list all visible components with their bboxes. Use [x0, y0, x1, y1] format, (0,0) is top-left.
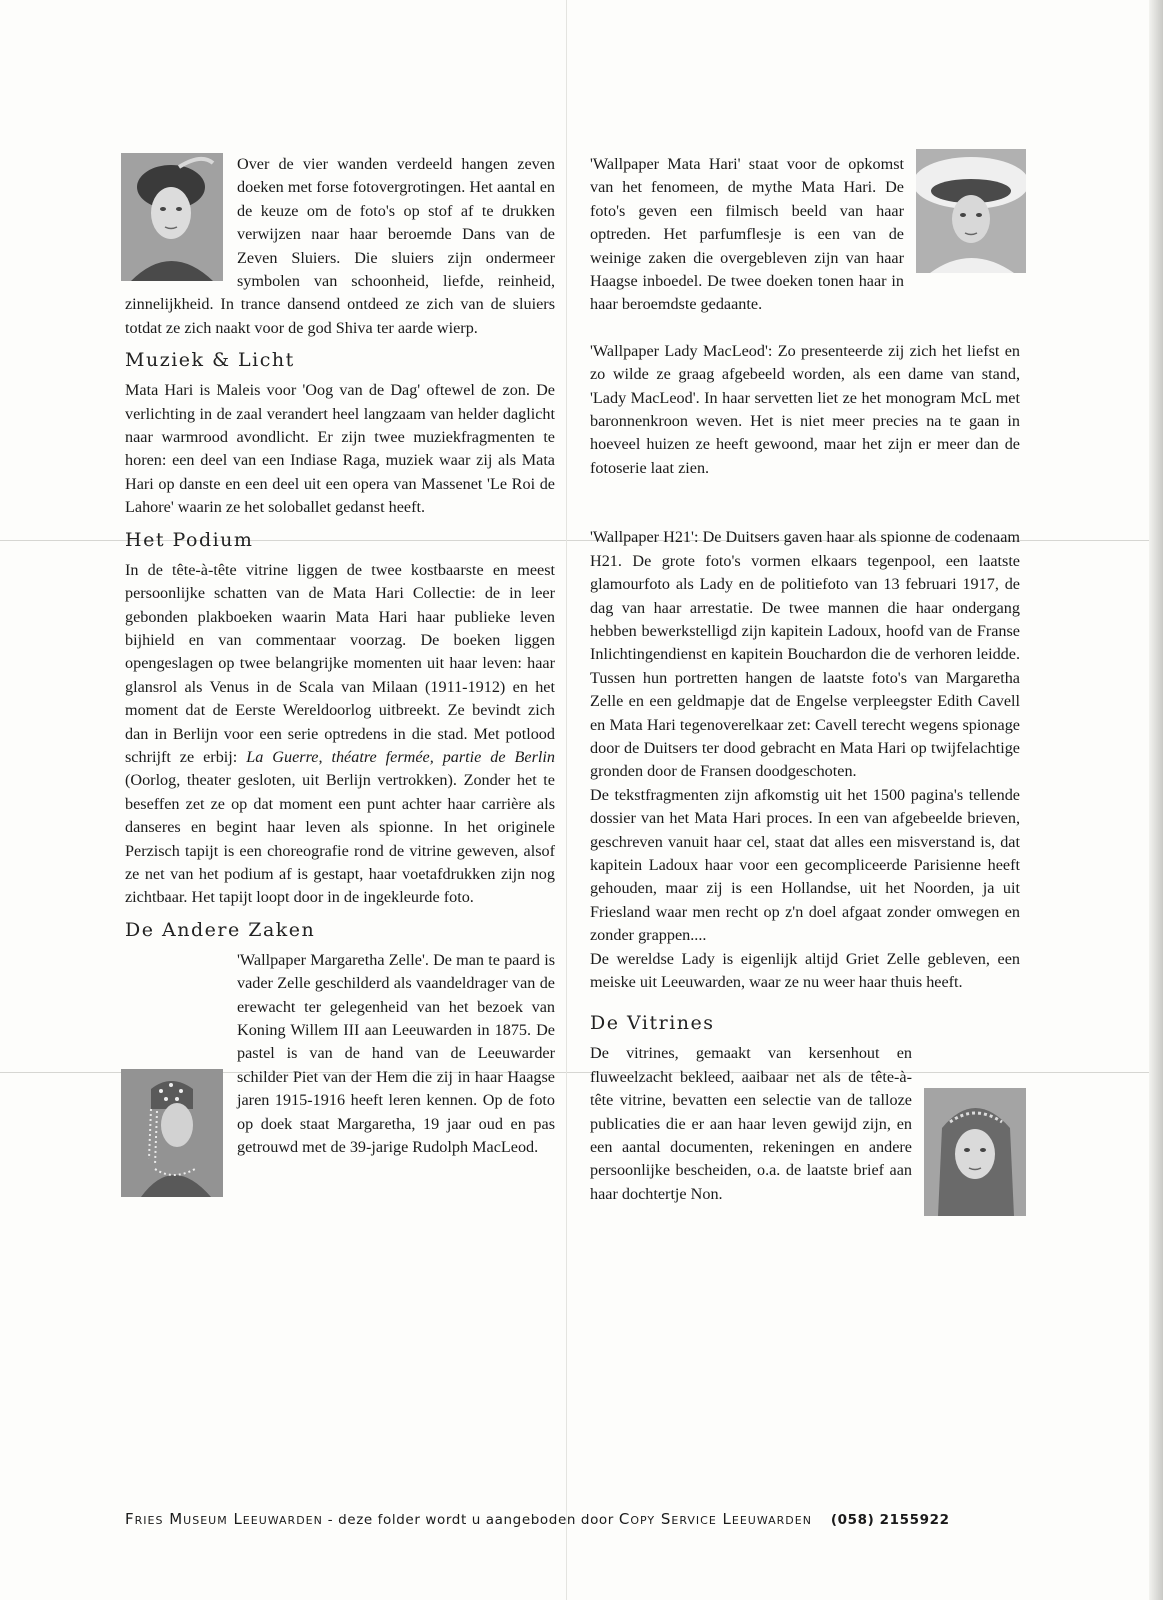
- vitrines-text: De vitrines, gemaakt van kersenhout en fluweelzacht bekleed, aaibaar net als de tête-à-tête vitrine, bevatten een selectie van de talloze publicaties die er aan haar leven gewijd zijn, en een aantal documenten, rekeningen en andere persoonlijke bescheiden, o.a. de laatste brief aan haar dochtertje Non.: [590, 1044, 912, 1203]
- footer-middle: - deze folder wordt u aangeboden door: [327, 1512, 614, 1528]
- intro-paragraph: Over de vier wanden verdeeld hangen zeven doeken met forse fotovergrotingen. Het aantal en de keuze om de foto's op stof af te drukken verwijzen naar haar beroemde Dans van de Zeven Sluiers. Die sluiers zijn ondermeer symbolen van schoonheid, liefde, reinheid, zinnelijkheid. In trance dansend ontdeed ze zich van de sluiers totdat ze zich naakt voor de god Shiva ter aarde wierp.: [125, 155, 555, 337]
- podium-paragraph: [125, 559, 555, 910]
- vitrines-paragraph: [590, 1042, 1020, 1206]
- fold-line: [566, 0, 567, 1600]
- paper-edge: [1149, 0, 1163, 1600]
- right-column: [590, 153, 1020, 1220]
- andere-zaken-text: 'Wallpaper Margaretha Zelle'. De man te paard is vader Zelle geschilderd als vaandeldrager van de erewacht ter gelegenheid van het bezoek van Koning Willem III aan Leeuwarden in 1875. De pastel is van de hand van de Leeuwarder schilder Piet van der Hem die zij in haar Haagse jaren 1915-1916 heeft leren kennen. Op de foto op doek staat Margaretha, 19 jaar oud en pas getrouwd met de 39-jarige Rudolph MacLeod.: [237, 950, 555, 1157]
- heading-de-vitrines: De Vitrines: [590, 1012, 715, 1035]
- podium-quote: La Guerre, théatre fermée, partie de Berlin: [246, 747, 555, 766]
- tekstfragmenten-paragraph: De tekstfragmenten zijn afkomstig uit het 1500 pagina's tellende dossier van het Mata Hari proces. In een van afgebeelde brieven, geschreven vanuit haar cel, staat dat alles een misverstand is, dat kapitein Ladoux haar voor een gecompliceerde Parisienne heeft gehouden, maar zij is een Hollandse, uit het Noorden, ja uit Friesland waar men recht op z'n doel afgaat zonder omwegen en zonder grappen....: [590, 785, 1020, 945]
- portrait-photo-jeweled-headdress: [121, 1069, 223, 1197]
- footer-phone: (058) 2155922: [830, 1512, 950, 1528]
- heading-muziek-licht: Muziek & Licht: [125, 349, 295, 372]
- portrait-photo-veiled-headscarf: [924, 1088, 1026, 1216]
- wereldse-lady-paragraph: De wereldse Lady is eigenlijk altijd Griet Zelle gebleven, een meiske uit Leeuwarden, waar ze nu weer haar thuis heeft.: [590, 949, 1020, 991]
- podium-text-1: In de tête-à-tête vitrine liggen de twee kostbaarste en meest persoonlijke schatten van de Mata Hari Collectie: de in leer gebonden plakboeken waarin Mata Hari haar publieke leven bijhield en van commentaar voorzag. De boeken liggen opengeslagen op twee belangrijke momenten uit haar leven: haar glansrol als Venus in de Scala van Milaan (1911-1912) en het moment dat de Eerste Wereldoorlog uitbreekt. Ze bevindt zich dan in Berlijn voor een serie optredens in die stad. Met potlood schrijft ze erbij:: [125, 560, 555, 766]
- footer: [125, 1510, 1015, 1528]
- heading-de-andere-zaken: De Andere Zaken: [125, 918, 316, 941]
- wallpaper-mata-hari-paragraph: 'Wallpaper Mata Hari' staat voor de opkomst van het fenomeen, de mythe Mata Hari. De foto's geven een filmisch beeld van haar optreden. Het parfumflesje is een van de weinige zaken die overgebleven zijn van haar Haagse inboedel. De twee doeken tonen haar in haar beroemdste gedaante.: [590, 155, 904, 314]
- left-column: [125, 153, 555, 1201]
- portrait-photo-feather-hat: [121, 153, 223, 281]
- portrait-photo-wide-hat: [916, 149, 1026, 273]
- muziek-paragraph: Mata Hari is Maleis voor 'Oog van de Dag' oftewel de zon. De verlichting in de zaal verandert heel langzaam van helder daglicht naar warmrood avondlicht. Er zijn twee muziekfragmenten te horen: een deel van een Indiase Raga, muziek waar zij als Mata Hari op danste en een deel uit een opera van Massenet 'Le Roi de Lahore' waarin ze het soloballet gedanst heeft.: [125, 381, 555, 517]
- wallpaper-lady-macleod-paragraph: 'Wallpaper Lady MacLeod': Zo presenteerde zij zich het liefst en zo wilde ze graag afgebeeld worden, als een dame van stand, 'Lady MacLeod'. In haar servetten liet ze het monogram McL met baronnenkroon weven. Het is niet meer precies na te gaan in hoeveel huizen ze heeft gewoond, maar het zijn er meer dan de fotoserie laat zien.: [590, 341, 1020, 477]
- heading-het-podium: Het Podium: [125, 528, 254, 551]
- footer-museum: Fries Museum Leeuwarden: [125, 1510, 323, 1528]
- andere-zaken-paragraph: [125, 949, 555, 1160]
- footer-copy-service: Copy Service Leeuwarden: [618, 1510, 812, 1528]
- wallpaper-h21-paragraph: 'Wallpaper H21': De Duitsers gaven haar als spionne de codenaam H21. De grote foto's vormen elkaars tegenpool, een laatste glamourfoto als Lady en de politiefoto van 13 februari 1917, de dag van haar arrestatie. De twee mannen die haar ondergang hebben bewerkstelligd zijn kapitein Ladoux, hoofd van de Franse Inlichtingendienst en kapitein Bouchardon die de verhoren leidde. Tussen hun portretten hangen de laatste foto's van Margaretha Zelle en een geldmapje dat de Engelse verpleegster Edith Cavell en Mata Hari tegenoverelkaar zet: Cavell terecht wegens spionage door de Duitsers ter dood gebracht en Mata Hari op twijfelachtige gronden door de Fransen doodgeschoten.: [590, 528, 1020, 781]
- podium-text-2: (Oorlog, theater gesloten, uit Berlijn vertrokken). Zonder het te beseffen zet ze op dat moment een punt achter haar carrière als danseres en begint haar leven als spionne. In het originele Perzisch tapijt is een choreografie rond de vitrine geweven, alsof ze net van het podium af is gestapt, haar voetafdrukken zijn nog zichtbaar. Het tapijt loopt door in de ingekleurde foto.: [125, 771, 555, 907]
